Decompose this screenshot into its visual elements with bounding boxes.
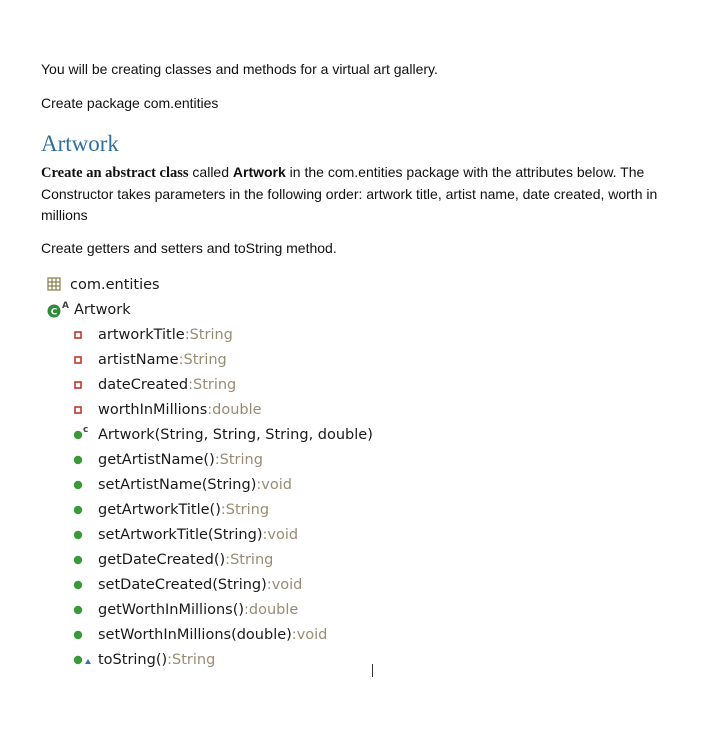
- section-heading: Artwork: [41, 131, 119, 156]
- svg-text:C: C: [50, 307, 58, 318]
- abstract-class-icon: [46, 301, 70, 319]
- method-return-type: String: [172, 652, 216, 668]
- private-field-icon: [72, 401, 86, 419]
- method-return-type: void: [296, 627, 328, 643]
- method-name: toString(): [98, 652, 168, 668]
- method-name: getDateCreated(): [98, 552, 226, 568]
- field-row-0[interactable]: [72, 324, 233, 346]
- method-row-2[interactable]: [72, 499, 269, 521]
- field-row-2[interactable]: [72, 374, 236, 396]
- field-name: dateCreated: [98, 377, 189, 393]
- constructor-row[interactable]: [72, 424, 373, 446]
- method-separator: :: [266, 577, 272, 593]
- getters-setters-instruction: Create getters and setters and toString method.: [41, 240, 337, 256]
- package-instruction: Create package com.entities: [41, 95, 219, 111]
- private-field-icon: [72, 376, 86, 394]
- abstract-modifier: A: [62, 301, 69, 311]
- method-return-type: void: [271, 577, 303, 593]
- outline-class-row[interactable]: [46, 299, 131, 321]
- method-name: setArtistName(String): [98, 477, 257, 493]
- desc-rest: in the com.entities package with the attributes below. The Constructor takes parameters in the following order: artwork title, artist name, date created, worth in millions: [41, 164, 658, 223]
- field-row-3[interactable]: [72, 399, 262, 421]
- method-return-type: void: [261, 477, 292, 493]
- class-name-bold: Artwork: [232, 164, 286, 180]
- public-method-icon: [72, 626, 86, 644]
- method-name: setWorthInMillions(double): [98, 627, 292, 643]
- method-return-type: String: [225, 502, 270, 518]
- method-name: setArtworkTitle(String): [98, 527, 263, 543]
- method-separator: :: [225, 552, 231, 568]
- public-method-icon: [72, 526, 86, 544]
- method-separator: :: [256, 477, 262, 493]
- method-row-1[interactable]: [72, 474, 292, 496]
- method-return-type: String: [219, 452, 263, 468]
- public-method-icon: [72, 576, 86, 594]
- method-separator: :: [167, 652, 173, 668]
- method-return-type: double: [248, 602, 299, 618]
- override-method-icon: [72, 651, 94, 669]
- method-row-0[interactable]: [72, 449, 263, 471]
- package-icon: [46, 276, 64, 294]
- public-method-icon: [72, 451, 86, 469]
- public-method-icon: [72, 501, 86, 519]
- class-label: Artwork: [74, 302, 131, 318]
- text-cursor: [372, 664, 373, 677]
- constructor-signature: Artwork(String, String, String, double): [98, 427, 373, 443]
- method-separator: :: [220, 502, 226, 518]
- field-type: String: [183, 352, 227, 368]
- public-constructor-icon: [72, 425, 89, 444]
- method-row-7[interactable]: [72, 624, 327, 646]
- method-row-6[interactable]: [72, 599, 298, 621]
- field-separator: :: [207, 402, 213, 418]
- field-separator: :: [188, 377, 193, 393]
- class-description: [41, 162, 681, 226]
- method-name: getWorthInMillions(): [98, 602, 245, 618]
- method-return-type: String: [230, 552, 274, 568]
- abstract-class-phrase: Create an abstract class: [41, 165, 189, 181]
- outline-package-row[interactable]: [46, 274, 160, 296]
- field-type: double: [212, 402, 262, 418]
- field-type: String: [192, 377, 237, 393]
- field-name: artistName: [98, 352, 179, 368]
- desc-called: called: [188, 164, 233, 180]
- method-name: setDateCreated(String): [98, 577, 267, 593]
- field-name: artworkTitle: [98, 327, 185, 343]
- field-name: worthInMillions: [98, 402, 208, 418]
- public-method-icon: [72, 601, 86, 619]
- method-return-type: void: [267, 527, 299, 543]
- package-label: com.entities: [70, 277, 160, 293]
- constructor-modifier: c: [83, 425, 89, 435]
- public-method-icon: [72, 476, 86, 494]
- public-method-icon: [72, 551, 86, 569]
- method-separator: :: [262, 527, 268, 543]
- override-method-row[interactable]: [72, 649, 215, 671]
- method-row-4[interactable]: [72, 549, 273, 571]
- field-row-1[interactable]: [72, 349, 227, 371]
- method-separator: :: [214, 452, 220, 468]
- field-type: String: [189, 327, 233, 343]
- field-separator: :: [178, 352, 184, 368]
- private-field-icon: [72, 326, 86, 344]
- method-separator: :: [291, 627, 297, 643]
- private-field-icon: [72, 351, 86, 369]
- intro-text: You will be creating classes and methods for a virtual art gallery.: [41, 61, 438, 77]
- method-separator: :: [244, 602, 249, 618]
- method-row-3[interactable]: [72, 524, 298, 546]
- method-name: getArtistName(): [98, 452, 215, 468]
- method-name: getArtworkTitle(): [98, 502, 221, 518]
- method-row-5[interactable]: [72, 574, 302, 596]
- field-separator: :: [184, 327, 190, 343]
